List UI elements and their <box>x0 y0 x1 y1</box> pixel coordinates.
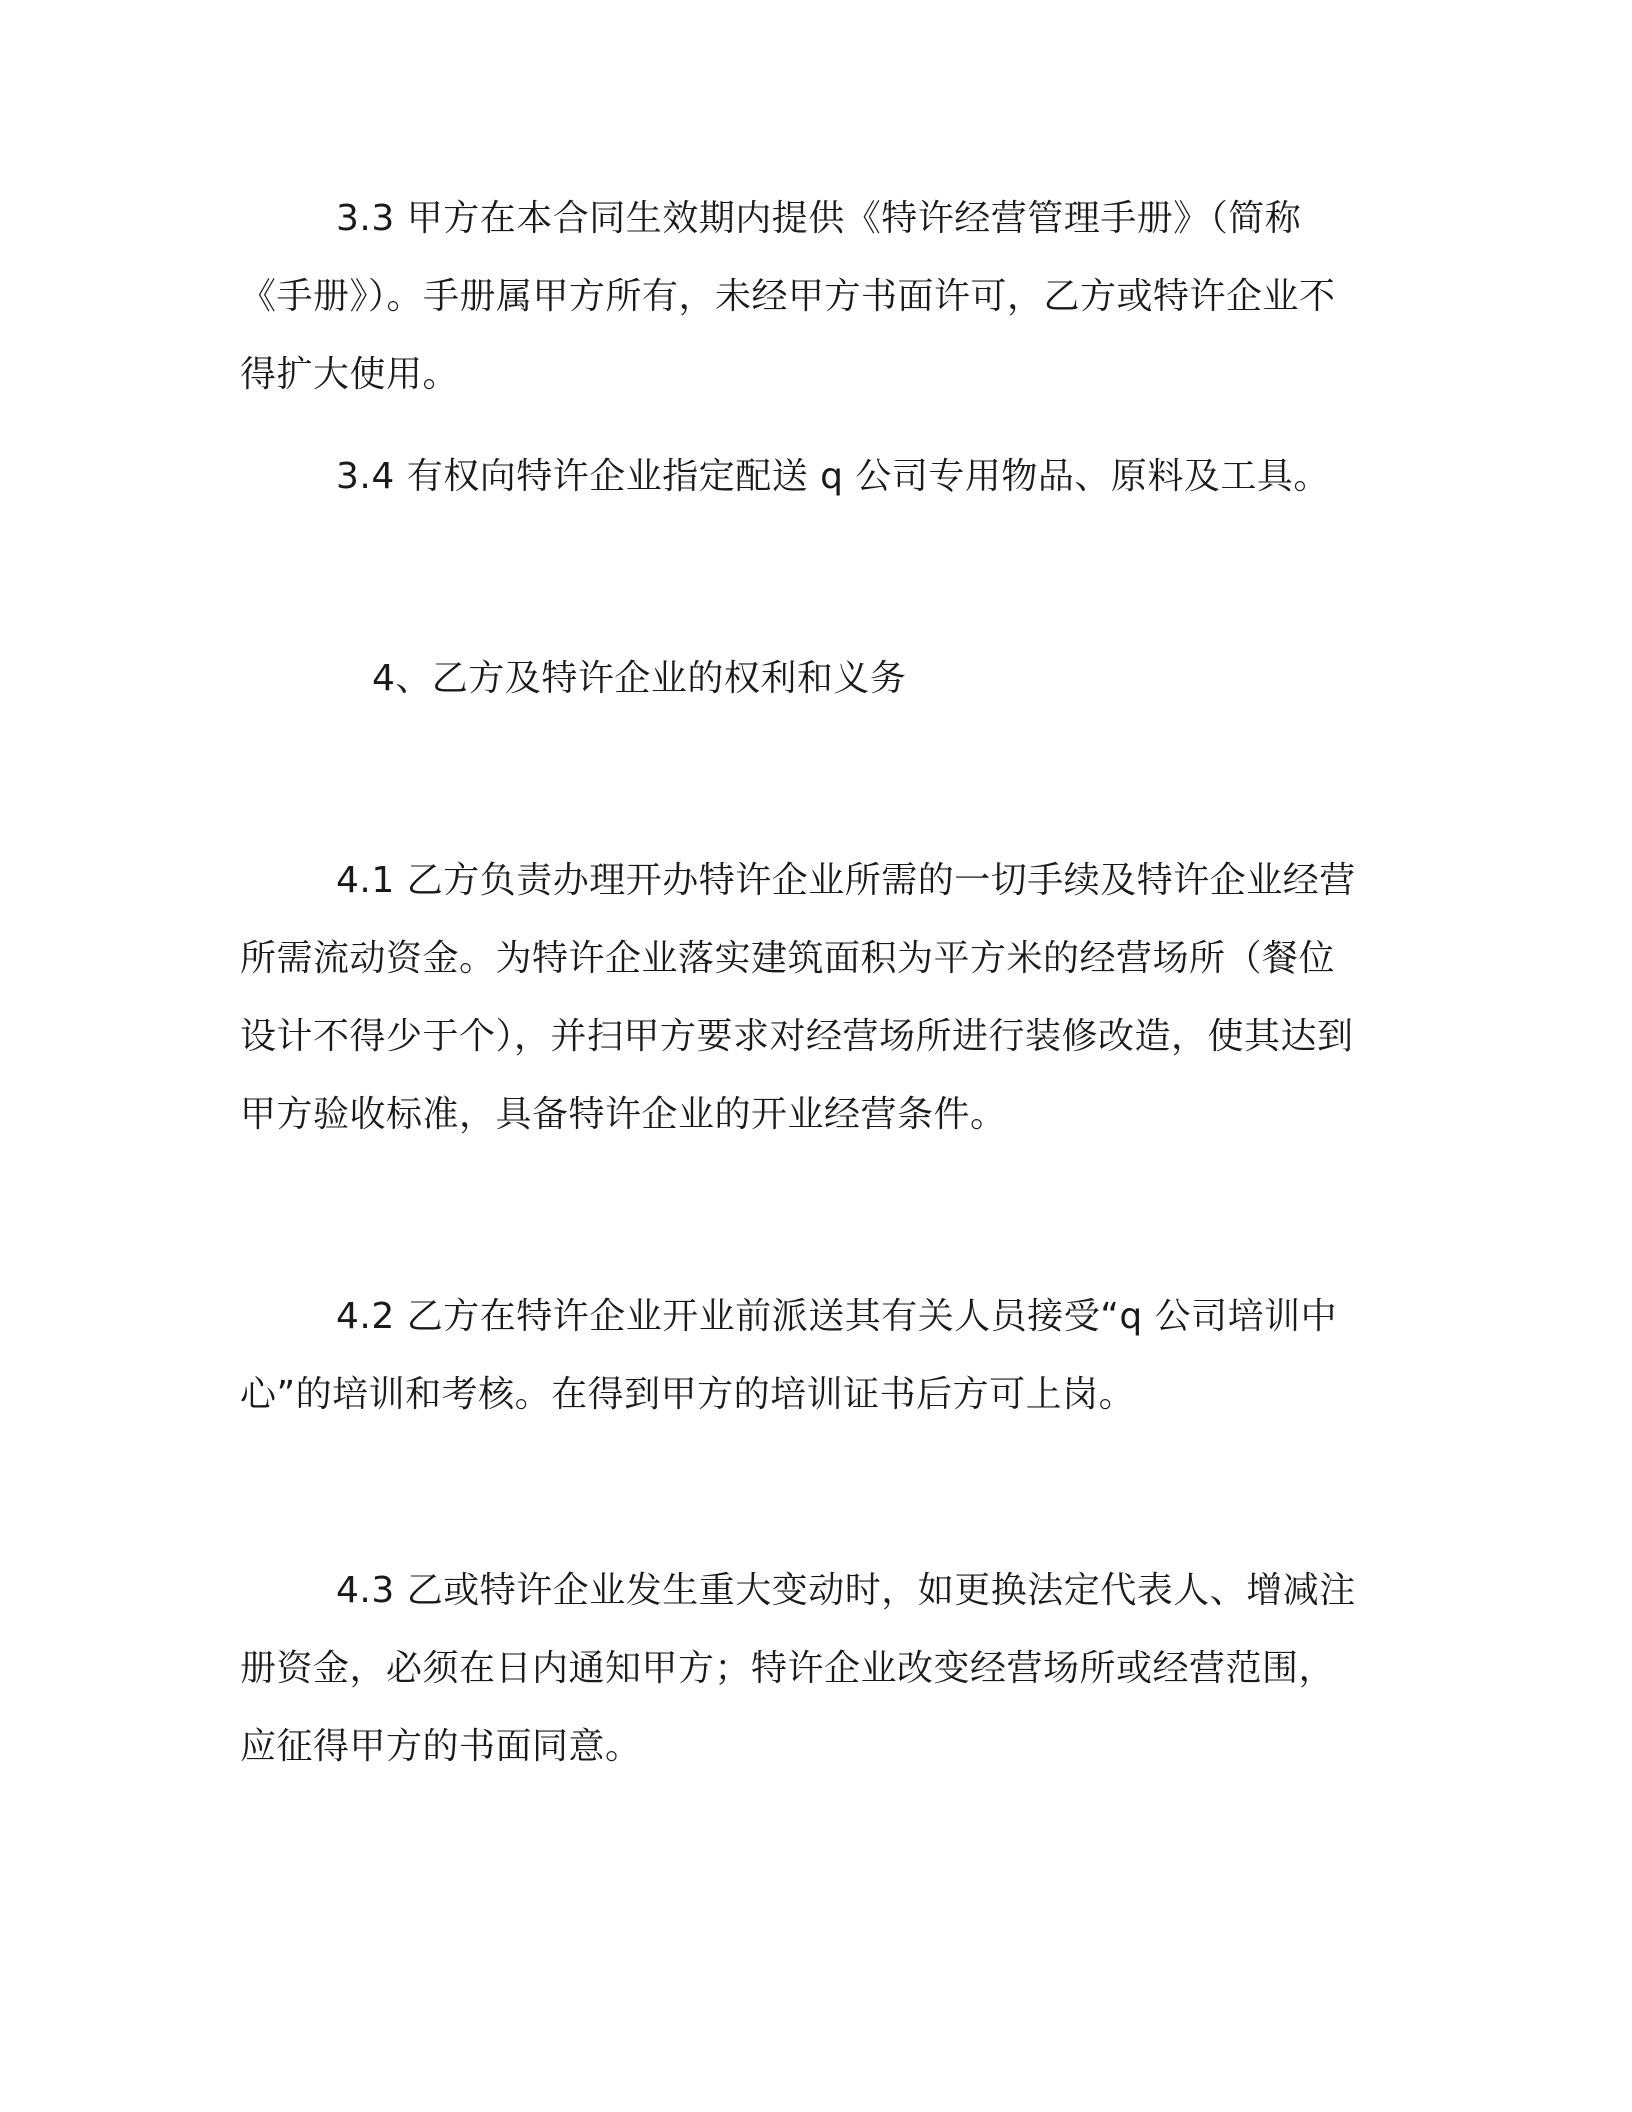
section-heading-4: 4、乙方及特许企业的权利和义务 <box>372 658 907 699</box>
clause-4-1: 4.1 乙方负责办理开办特许企业所需的一切手续及特许企业经营所需流动资金。为特许企业落实建筑面积为平方米的经营场所（餐位设计不得少于个），并扫甲方要求对经营场所进行装修改造，使其达到甲方验收标准，具备特许企业的开业经营条件。 <box>240 860 1356 1135</box>
clause-3-3: 3.3 甲方在本合同生效期内提供《特许经营管理手册》（简称《手册》）。手册属甲方所有，未经甲方书面许可，乙方或特许企业不得扩大使用。 <box>240 198 1336 395</box>
clause-4-3: 4.3 乙或特许企业发生重大变动时，如更换法定代表人、增减注册资金，必须在日内通知甲方；特许企业改变经营场所或经营范围，应征得甲方的书面同意。 <box>240 1570 1356 1767</box>
clause-4-2: 4.2 乙方在特许企业开业前派送其有关人员接受“q 公司培训中心”的培训和考核。在得到甲方的培训证书后方可上岗。 <box>240 1296 1338 1415</box>
clause-3-4: 3.4 有权向特许企业指定配送 q 公司专用物品、原料及工具。 <box>336 456 1330 497</box>
